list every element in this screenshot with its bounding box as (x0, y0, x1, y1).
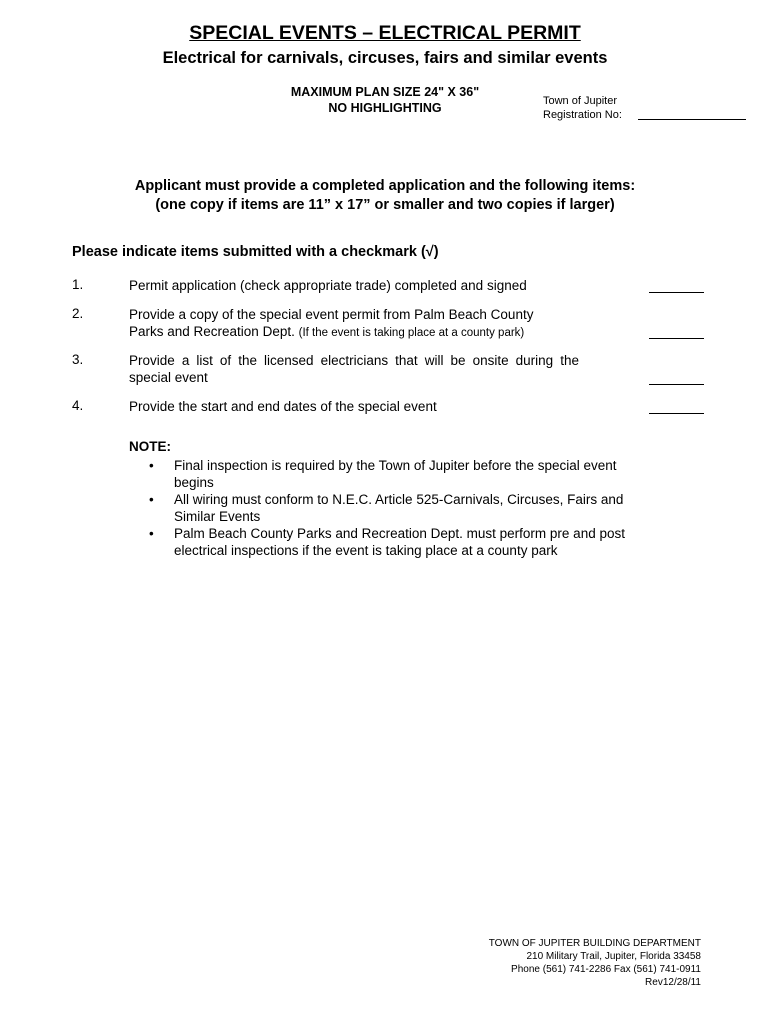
no-highlighting-text: NO HIGHLIGHTING (328, 101, 442, 115)
note-item (129, 525, 649, 559)
checkmark-field-1[interactable] (649, 277, 704, 293)
registration-label: Registration No: (543, 109, 622, 121)
item-2-dept: Parks and Recreation Dept. (129, 324, 295, 339)
page-title: SPECIAL EVENTS – ELECTRICAL PERMIT (189, 22, 581, 44)
item-2-note: (If the event is taking place at a county park) (298, 327, 525, 339)
registration-number-field[interactable] (638, 119, 746, 120)
bullet-icon: • (149, 458, 154, 473)
item-2-line-1: Provide a copy of the special event permit from Palm Beach County (129, 307, 534, 322)
checklist-item-text: Provide a list of the licensed electricians that will be onsite during the special event (129, 353, 579, 385)
checklist-heading: Please indicate items submitted with a checkmark (√) (72, 244, 439, 260)
town-label: Town of Jupiter (543, 95, 617, 107)
note-item (129, 457, 649, 491)
footer-phone: Phone (561) 741-2286 Fax (561) 741-0911 (511, 964, 701, 975)
checklist-item-text: Provide the start and end dates of the special event (129, 399, 437, 414)
checklist-item-text: Permit application (check appropriate trade) completed and signed (129, 278, 527, 293)
checkmark-field-2[interactable] (649, 323, 704, 339)
note-item (129, 491, 649, 525)
instructions-line-1: Applicant must provide a completed application and the following items: (134, 178, 636, 194)
checklist-item-text (129, 306, 609, 342)
item-number: 2. (72, 306, 84, 321)
note-text: All wiring must conform to N.E.C. Article 525-Carnivals, Circuses, Fairs and Similar Events (174, 492, 624, 524)
plan-size-text: MAXIMUM PLAN SIZE 24" X 36" (290, 85, 480, 99)
item-2-line-2 (129, 323, 609, 342)
footer-address: 210 Military Trail, Jupiter, Florida 33458 (526, 951, 701, 962)
checkmark-field-3[interactable] (649, 369, 704, 385)
note-text: Final inspection is required by the Town of Jupiter before the special event begins (174, 458, 617, 490)
town-registration-block (543, 94, 622, 122)
bullet-icon: • (149, 492, 154, 507)
note-list (129, 457, 649, 559)
note-text: Palm Beach County Parks and Recreation Dept. must perform pre and post electrical inspections if the event is taking place at a county park (174, 526, 625, 558)
bullet-icon: • (149, 526, 154, 541)
instructions-line-2: (one copy if items are 11” x 17” or smaller and two copies if larger) (155, 197, 615, 213)
applicant-instructions (0, 177, 770, 215)
note-heading: NOTE: (129, 439, 171, 454)
page-subtitle: Electrical for carnivals, circuses, fairs and similar events (162, 49, 608, 67)
footer-address-block (489, 937, 701, 989)
footer-department: TOWN OF JUPITER BUILDING DEPARTMENT (488, 938, 701, 949)
checkmark-field-4[interactable] (649, 398, 704, 414)
plan-requirements (270, 84, 500, 116)
footer-revision: Rev12/28/11 (645, 977, 701, 988)
item-number: 4. (72, 398, 84, 413)
item-number: 3. (72, 352, 84, 367)
item-number: 1. (72, 277, 84, 292)
